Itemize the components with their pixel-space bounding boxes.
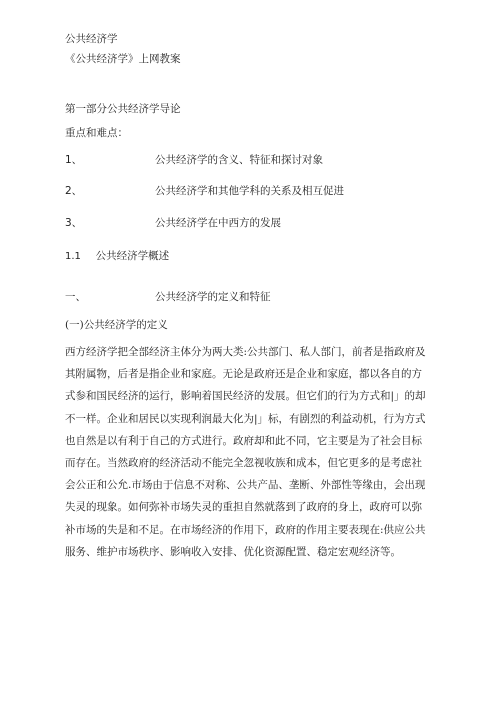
doc-title: 公共经济学 xyxy=(65,33,118,45)
paragraph-line: 失灵的现象。如何弥补市场失灵的重担自然就落到了政府的身上，政府可以弥 xyxy=(65,501,422,514)
sub-subsection-heading: (一)公共经济学的定义 xyxy=(65,319,168,331)
list-item-number: 3、 xyxy=(65,217,83,229)
paragraph-line: 补市场的失是和不足。在市场经济的作用下，政府的作用主要表现在:供应公共 xyxy=(65,523,426,536)
subsection-number: 一、 xyxy=(65,291,86,303)
doc-subtitle: 《公共经济学》上网教案 xyxy=(65,53,181,65)
key-points-label: 重点和难点： xyxy=(65,127,128,139)
section-title: 公共经济学概述 xyxy=(95,250,170,262)
body-paragraph xyxy=(65,341,437,563)
list-item-text: 公共经济学和其他学科的关系及相互促进 xyxy=(155,185,344,197)
paragraph-line: 会公正和公允.市场由于信息不对称、公共产品、垄断、外部性等缘由，会出现 xyxy=(65,479,426,492)
list-item-text: 公共经济学的含义、特征和探讨对象 xyxy=(155,154,323,166)
paragraph-line: 其附属物，后者是指企业和家庭。无论是政府还是企业和家庭，都以各自的方 xyxy=(65,368,422,381)
list-item-text: 公共经济学在中西方的发展 xyxy=(155,217,281,229)
list-item-number: 2、 xyxy=(65,185,83,197)
part-heading: 第一部分公共经济学导论 xyxy=(65,103,181,115)
section-number: 1.1 xyxy=(65,251,81,262)
paragraph-line: 而存在。当然政府的经济活动不能完全忽视收族和成本，但它更多的是考虑社 xyxy=(65,457,422,470)
paragraph-line: 式参和国民经济的运行，影响着国民经济的发展。但它们的行为方式和|」的却 xyxy=(65,390,426,403)
list-item-number: 1、 xyxy=(65,154,83,166)
paragraph-line: 不一样。企业和居民以实现利润最大化为|」标，有剧烈的利益动机，行为方式 xyxy=(65,412,426,425)
section-heading xyxy=(65,249,169,264)
paragraph-line: 西方经济学把全部经济主体分为两大类:公共部门、私人部门，前者是指政府及 xyxy=(65,346,426,358)
subsection-title: 公共经济学的定义和特征 xyxy=(155,291,271,303)
paragraph-line: 服务、维护市场秩序、影响收入安排、优化资源配置、稳定宏观经济等。 xyxy=(65,545,401,558)
paragraph-line: 也自然是以有利于自己的方式进行。政府却和此不同，它主要是为了社会目标 xyxy=(65,434,422,447)
